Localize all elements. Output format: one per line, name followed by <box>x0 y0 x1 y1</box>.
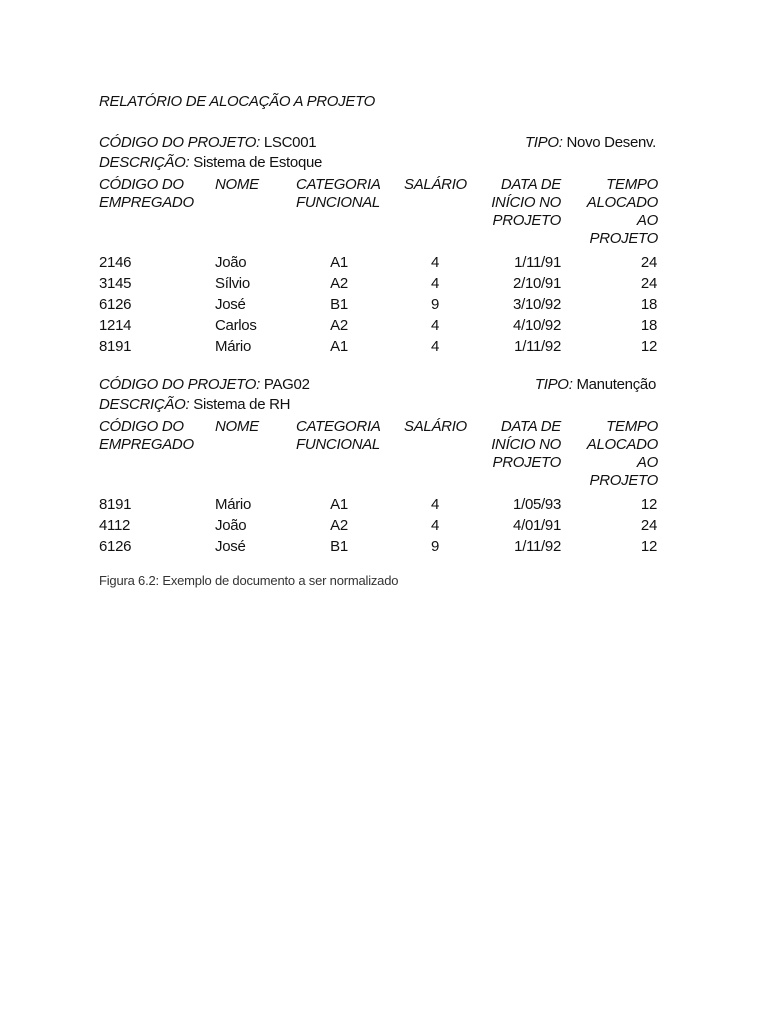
col-header-employee-code: CÓDIGO DO EMPREGADO <box>99 418 194 453</box>
table-row <box>99 496 659 517</box>
col-header-allocated-time: TEMPO ALOCADO AO PROJETO <box>586 176 658 247</box>
project-type: TIPO: Manutenção <box>534 376 656 393</box>
cell-salary: 4 <box>430 496 440 513</box>
cell-employee-code: 2146 <box>99 254 132 271</box>
cell-category: A1 <box>330 254 348 271</box>
cell-allocated-time: 24 <box>640 517 657 534</box>
table-row <box>99 275 659 296</box>
cell-salary: 4 <box>430 275 440 292</box>
cell-category: A2 <box>330 517 348 534</box>
cell-employee-code: 4112 <box>99 517 131 534</box>
cell-name: Sílvio <box>215 275 250 292</box>
cell-category: B1 <box>330 538 348 555</box>
description-value: Sistema de RH <box>193 396 291 413</box>
cell-start-date: 1/05/93 <box>513 496 561 513</box>
col-header-salary: SALÁRIO <box>404 176 467 193</box>
col-header-salary: SALÁRIO <box>404 418 467 435</box>
cell-employee-code: 3145 <box>99 275 132 292</box>
table-body <box>99 254 659 359</box>
col-header-allocated-time: TEMPO ALOCADO AO PROJETO <box>586 418 658 489</box>
table-row <box>99 317 659 338</box>
report-title: RELATÓRIO DE ALOCAÇÃO A PROJETO <box>99 93 376 110</box>
col-header-start-date: DATA DE INÍCIO NO PROJETO <box>491 176 561 229</box>
cell-salary: 4 <box>430 317 440 334</box>
figure-caption: Figura 6.2: Exemplo de documento a ser normalizado <box>99 573 399 588</box>
cell-salary: 4 <box>430 254 440 271</box>
description-line: DESCRIÇÃO: Sistema de Estoque <box>99 154 323 171</box>
cell-salary: 4 <box>430 338 440 355</box>
table-row <box>99 338 659 359</box>
cell-allocated-time: 18 <box>640 296 657 313</box>
col-header-name: NOME <box>215 176 259 193</box>
cell-employee-code: 1214 <box>99 317 132 334</box>
description-label: DESCRIÇÃO <box>99 154 186 171</box>
cell-salary: 9 <box>430 538 440 555</box>
cell-start-date: 4/01/91 <box>513 517 561 534</box>
cell-start-date: 1/11/92 <box>514 338 561 355</box>
project-section <box>99 376 659 559</box>
project-code-line: CÓDIGO DO PROJETO: LSC001 TIPO: Novo Desenv. <box>99 134 656 151</box>
project-code-value: PAG02 <box>263 376 310 393</box>
cell-name: Mário <box>215 338 252 355</box>
cell-allocated-time: 18 <box>640 317 657 334</box>
cell-name: João <box>215 254 247 271</box>
table-row <box>99 296 659 317</box>
col-header-start-date: DATA DE INÍCIO NO PROJETO <box>491 418 561 471</box>
description-value: Sistema de Estoque <box>193 154 323 171</box>
cell-salary: 9 <box>430 296 440 313</box>
type-label: TIPO <box>534 376 569 393</box>
description-line: DESCRIÇÃO: Sistema de RH <box>99 396 291 413</box>
project-code-value: LSC001 <box>263 134 317 151</box>
table-row <box>99 517 659 538</box>
cell-name: João <box>215 517 247 534</box>
table-header <box>99 416 659 496</box>
cell-category: B1 <box>330 296 348 313</box>
col-header-employee-code: CÓDIGO DO EMPREGADO <box>99 176 194 211</box>
table-body <box>99 496 659 559</box>
cell-employee-code: 8191 <box>99 496 132 513</box>
type-label: TIPO <box>524 134 559 151</box>
cell-name: Carlos <box>215 317 257 334</box>
project-type: TIPO: Novo Desenv. <box>524 134 656 151</box>
cell-category: A1 <box>330 338 348 355</box>
col-header-category: CATEGORIA FUNCIONAL <box>296 176 381 211</box>
col-header-category: CATEGORIA FUNCIONAL <box>296 418 381 453</box>
cell-category: A2 <box>330 317 348 334</box>
cell-allocated-time: 12 <box>640 496 657 513</box>
project-section <box>99 134 659 359</box>
col-header-name: NOME <box>215 418 259 435</box>
cell-start-date: 4/10/92 <box>513 317 561 334</box>
description-label: DESCRIÇÃO <box>99 396 186 413</box>
cell-start-date: 1/11/91 <box>514 254 561 271</box>
project-code-line: CÓDIGO DO PROJETO: PAG02 TIPO: Manutenção <box>99 376 656 393</box>
project-code-label: CÓDIGO DO PROJETO <box>99 376 257 393</box>
cell-employee-code: 6126 <box>99 538 132 555</box>
cell-name: José <box>215 538 246 555</box>
table-row <box>99 254 659 275</box>
cell-start-date: 2/10/91 <box>513 275 561 292</box>
table-header <box>99 174 659 254</box>
cell-allocated-time: 24 <box>640 275 657 292</box>
cell-allocated-time: 12 <box>640 338 657 355</box>
cell-employee-code: 8191 <box>99 338 132 355</box>
table-row <box>99 538 659 559</box>
cell-allocated-time: 12 <box>640 538 657 555</box>
type-value: Manutenção <box>576 376 656 393</box>
cell-start-date: 3/10/92 <box>513 296 561 313</box>
project-code-label: CÓDIGO DO PROJETO <box>99 134 257 151</box>
cell-salary: 4 <box>430 517 440 534</box>
cell-start-date: 1/11/92 <box>514 538 561 555</box>
cell-name: Mário <box>215 496 252 513</box>
cell-category: A1 <box>330 496 348 513</box>
cell-category: A2 <box>330 275 348 292</box>
cell-employee-code: 6126 <box>99 296 132 313</box>
cell-name: José <box>215 296 246 313</box>
type-value: Novo Desenv. <box>566 134 656 151</box>
cell-allocated-time: 24 <box>640 254 657 271</box>
